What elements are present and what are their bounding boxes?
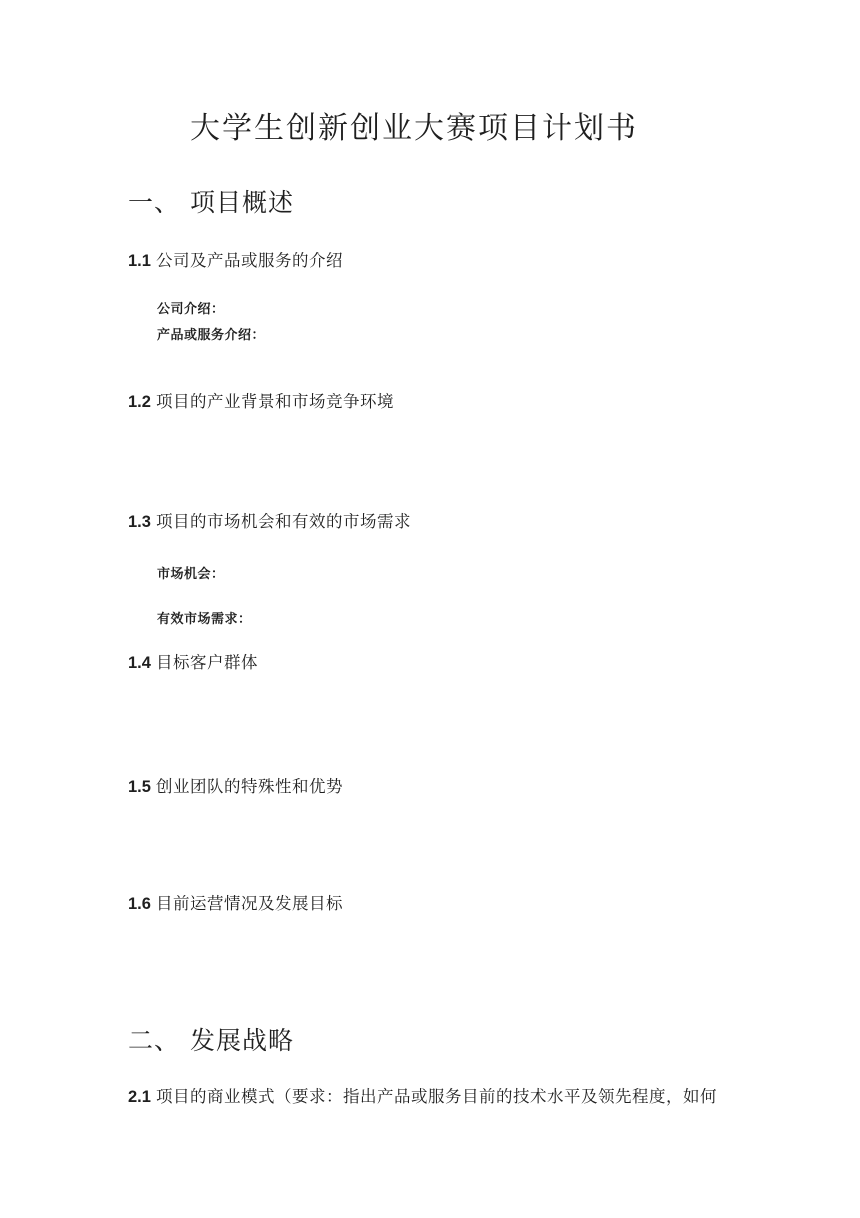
heading-1-2 [128,393,394,411]
heading-section-2-label: 发展战略 [190,1028,295,1055]
label-product-service-intro: 产品或服务介绍： [157,327,266,342]
document-title: 大学生创新创业大赛项目计划书 [190,112,638,145]
heading-1-4-number: 1.4 [128,654,151,672]
heading-section-1 [128,190,294,218]
heading-1-5-number: 1.5 [128,778,151,796]
heading-section-1-label: 项目概述 [190,190,295,217]
heading-1-6-label: 目前运营情况及发展目标 [155,894,343,913]
heading-1-6-number: 1.6 [128,895,151,913]
heading-1-3-label: 项目的市场机会和有效的市场需求 [155,512,411,531]
heading-section-1-number: 一、 [128,190,181,217]
heading-section-2-number: 二、 [128,1028,181,1055]
heading-1-1-number: 1.1 [128,252,151,270]
heading-1-3-number: 1.3 [128,513,151,531]
heading-1-5 [128,778,343,796]
heading-2-1-label: 项目的商业模式（要求：指出产品或服务目前的技术水平及领先程度，如何 [155,1087,717,1106]
heading-section-2 [128,1028,294,1056]
heading-1-1 [128,252,343,270]
heading-1-4-label: 目标客户群体 [155,653,258,672]
label-market-opportunity: 市场机会： [157,566,225,581]
label-company-intro: 公司介绍： [157,301,225,316]
heading-1-3 [128,513,411,531]
heading-2-1 [128,1088,717,1106]
heading-1-5-label: 创业团队的特殊性和优势 [155,777,343,796]
label-effective-market-demand: 有效市场需求： [157,611,252,626]
heading-1-1-label: 公司及产品或服务的介绍 [155,251,343,270]
heading-2-1-number: 2.1 [128,1088,151,1106]
heading-1-6 [128,895,343,913]
heading-1-4 [128,654,258,672]
heading-1-2-label: 项目的产业背景和市场竞争环境 [155,392,394,411]
heading-1-2-number: 1.2 [128,393,151,411]
